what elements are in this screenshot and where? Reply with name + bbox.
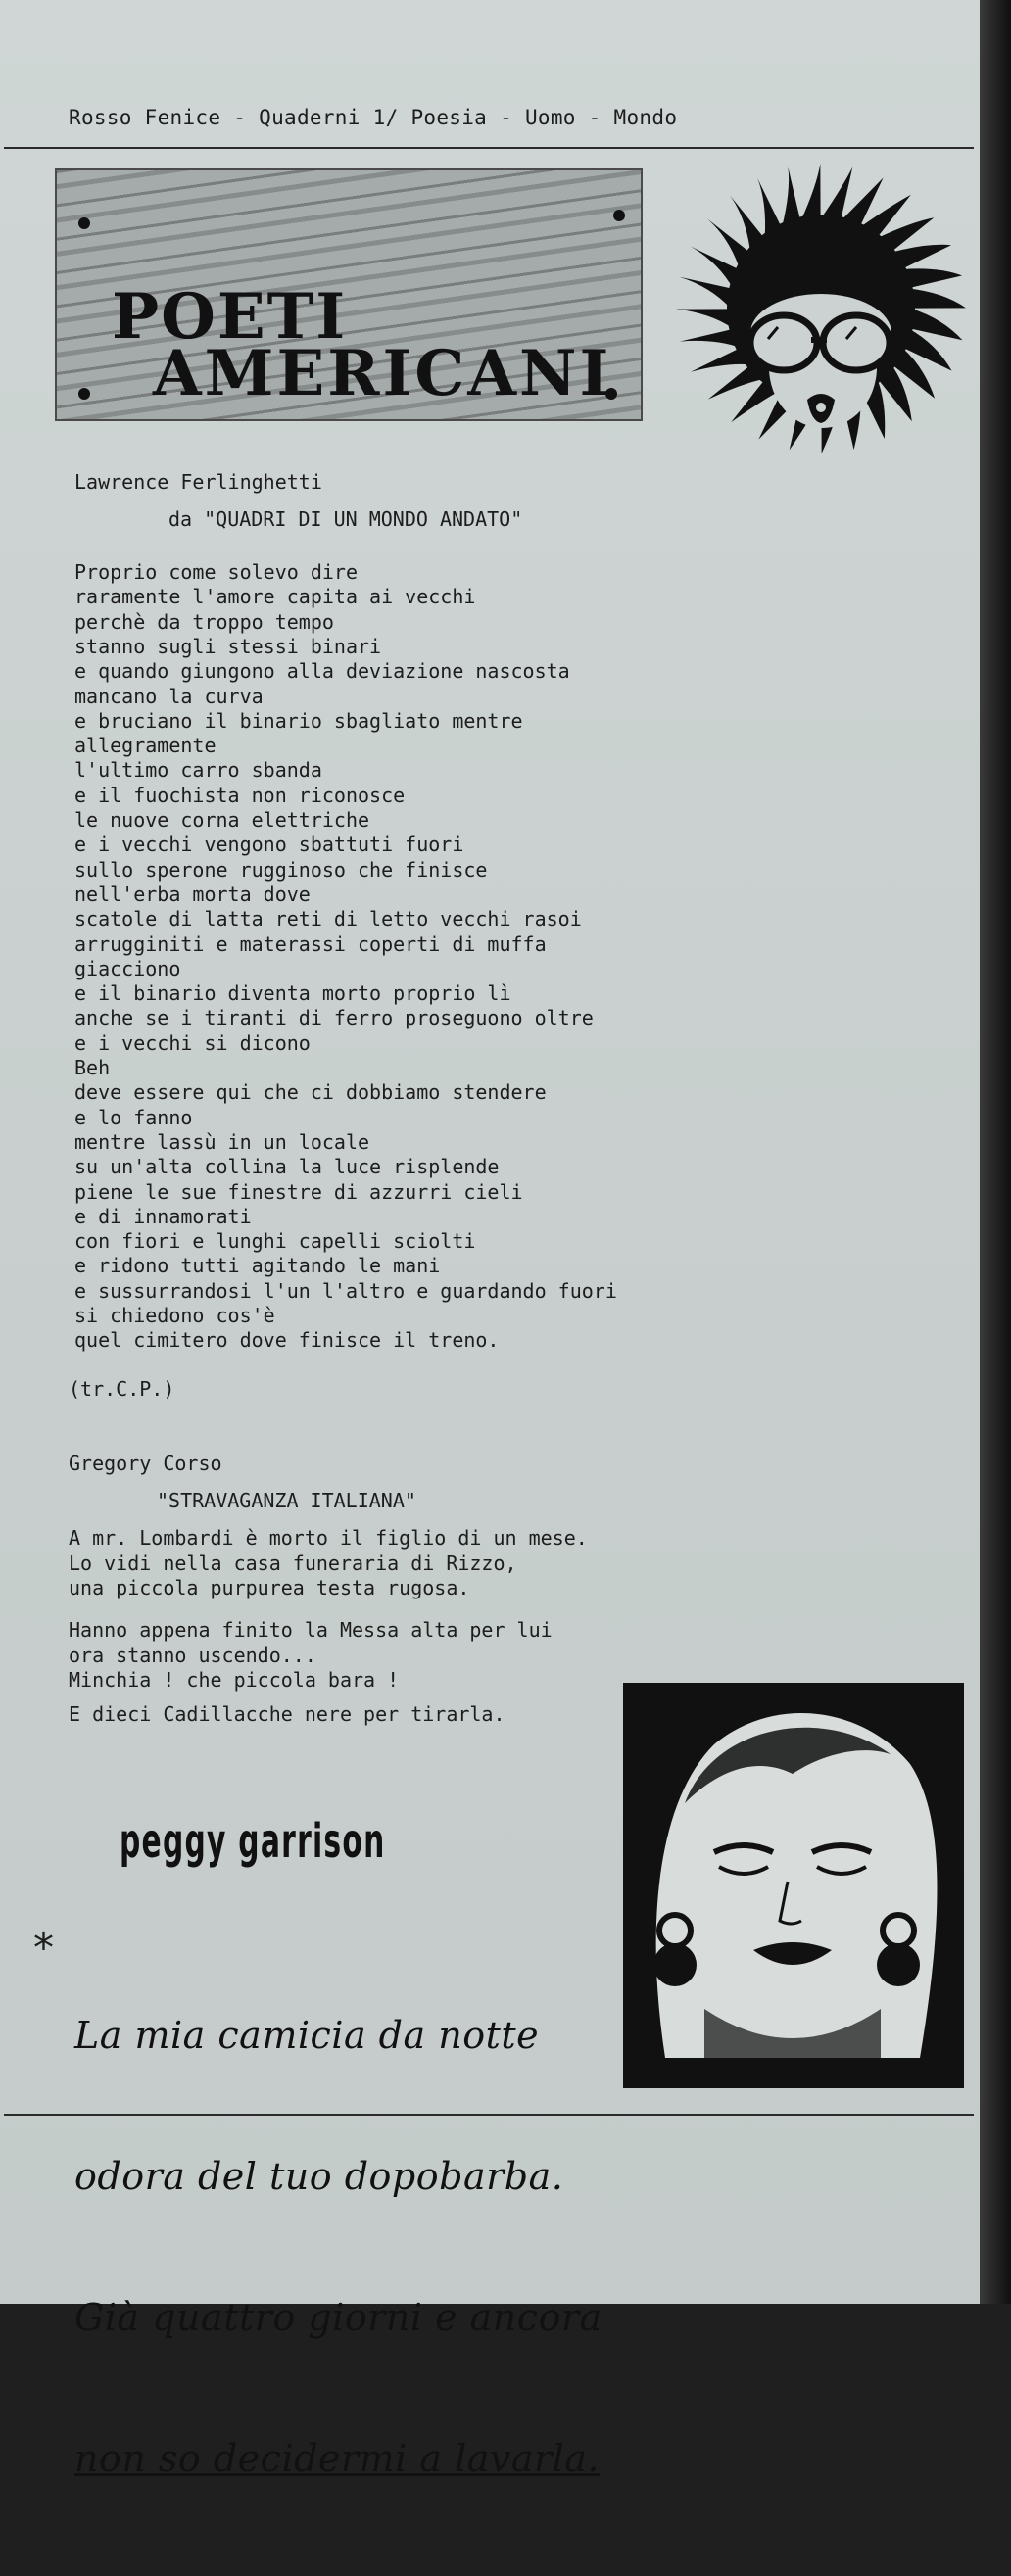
ad-handwriting-line: La mia camicia da notte <box>74 2014 540 2057</box>
poem-line: Lo vidi nella casa funeraria di Rizzo, <box>69 1550 517 1575</box>
poem-line: mentre lassù in un locale <box>74 1129 370 1154</box>
sun-ray-icon <box>909 289 966 309</box>
poem-line: Hanno appena finito la Messa alta per lui <box>69 1618 553 1642</box>
poem-line: piene le sue finestre di azzurri cieli <box>74 1179 523 1204</box>
ad-handwriting-line: Già quattro giorni e ancora <box>74 2296 602 2339</box>
poem-line: si chiedono cos'è <box>74 1304 275 1327</box>
poem2-author: Gregory Corso <box>69 1452 222 1475</box>
poem-line: A mr. Lombardi è morto il figlio di un mese. <box>69 1526 588 1550</box>
poem-line: e il binario diventa morto proprio lì <box>74 981 511 1006</box>
poem-line: le nuove corna elettriche <box>74 808 370 832</box>
woman-portrait-image <box>623 1683 964 2088</box>
ad-asterisk: * <box>33 1924 54 1972</box>
sun-ray-icon <box>821 167 852 221</box>
poem-line: e di innamorati <box>74 1204 252 1228</box>
poem-line: quel cimitero dove finisce il treno. <box>74 1328 500 1353</box>
poem-line: giacciono <box>74 956 181 980</box>
poem-line: e lo fanno <box>74 1105 193 1129</box>
poem-line: e i vecchi si dicono <box>74 1030 311 1055</box>
poem-line: e ridono tutti agitando le mani <box>74 1254 441 1278</box>
poem-line: una piccola purpurea testa rugosa. <box>69 1576 470 1599</box>
poem-line: perchè da troppo tempo <box>74 609 334 634</box>
poem-line: sullo sperone rugginoso che finisce <box>74 857 488 882</box>
poem1-author: Lawrence Ferlinghetti <box>74 470 322 494</box>
poem-line: e bruciano il binario sbagliato mentre <box>74 708 523 733</box>
poem-line: stanno sugli stessi binari <box>74 634 382 658</box>
sun-ray-icon <box>680 277 734 309</box>
sun-ray-icon <box>801 164 821 220</box>
poem-line: ora stanno uscendo... <box>69 1643 316 1667</box>
poem-line: E dieci Cadillacche nere per tirarla. <box>69 1702 506 1726</box>
poem-line: nell'erba morta dove <box>74 882 311 906</box>
poem-line: e sussurrandosi l'un l'altro e guardando fuori <box>74 1278 617 1303</box>
poem-line: scatole di latta reti di letto vecchi rasoi <box>74 907 582 931</box>
poem-line: con fiori e lunghi capelli sciolti <box>74 1229 476 1254</box>
banner-title <box>57 170 641 419</box>
poem-line: Minchia ! che piccola bara ! <box>69 1668 400 1692</box>
poem-line: mancano la curva <box>74 684 264 708</box>
ad-handwritten-text <box>74 1918 602 2576</box>
ad-handwriting-line: odora del tuo dopobarba. <box>74 2155 564 2198</box>
banner-title-line2: AMERICANI <box>153 337 612 410</box>
page-edge-shadow <box>980 0 1011 2304</box>
page-header: Rosso Fenice - Quaderni 1/ Poesia - Uomo - Mondo <box>69 106 678 129</box>
ad-handwriting-line: non so decidermi a lavarla. <box>74 2437 601 2480</box>
poem-line: allegramente <box>74 734 217 758</box>
poem-line: raramente l'amore capita ai vecchi <box>74 585 476 609</box>
sun-ray-icon <box>676 309 733 328</box>
sun-face-logo-icon <box>674 147 987 470</box>
poem2-title: "STRAVAGANZA ITALIANA" <box>157 1489 416 1512</box>
footer-rule <box>4 2114 974 2116</box>
poem-line: su un'alta collina la luce risplende <box>74 1155 500 1179</box>
poem-line: Beh <box>74 1056 111 1079</box>
poeti-americani-banner <box>55 168 643 421</box>
banner-title-line1: POETI <box>112 280 348 354</box>
poem-line: arrugginiti e materassi coperti di muffa <box>74 931 547 956</box>
poem-line: Proprio come solevo dire <box>74 560 358 584</box>
poem1-source: da "QUADRI DI UN MONDO ANDATO" <box>168 507 523 531</box>
poem1-translator: (tr.C.P.) <box>69 1377 175 1401</box>
poem-line: deve essere qui che ci dobbiamo stendere <box>74 1080 547 1105</box>
poem-line: e quando giungono alla deviazione nascosta <box>74 659 570 684</box>
poem-line: e il fuochista non riconosce <box>74 783 406 807</box>
poem-line: l'ultimo carro sbanda <box>74 758 322 783</box>
poem-line: e i vecchi vengono sbattuti fuori <box>74 833 464 857</box>
poem-line: anche se i tiranti di ferro proseguono oltre <box>74 1006 594 1030</box>
ad-brand: peggy garrison <box>120 1814 386 1869</box>
